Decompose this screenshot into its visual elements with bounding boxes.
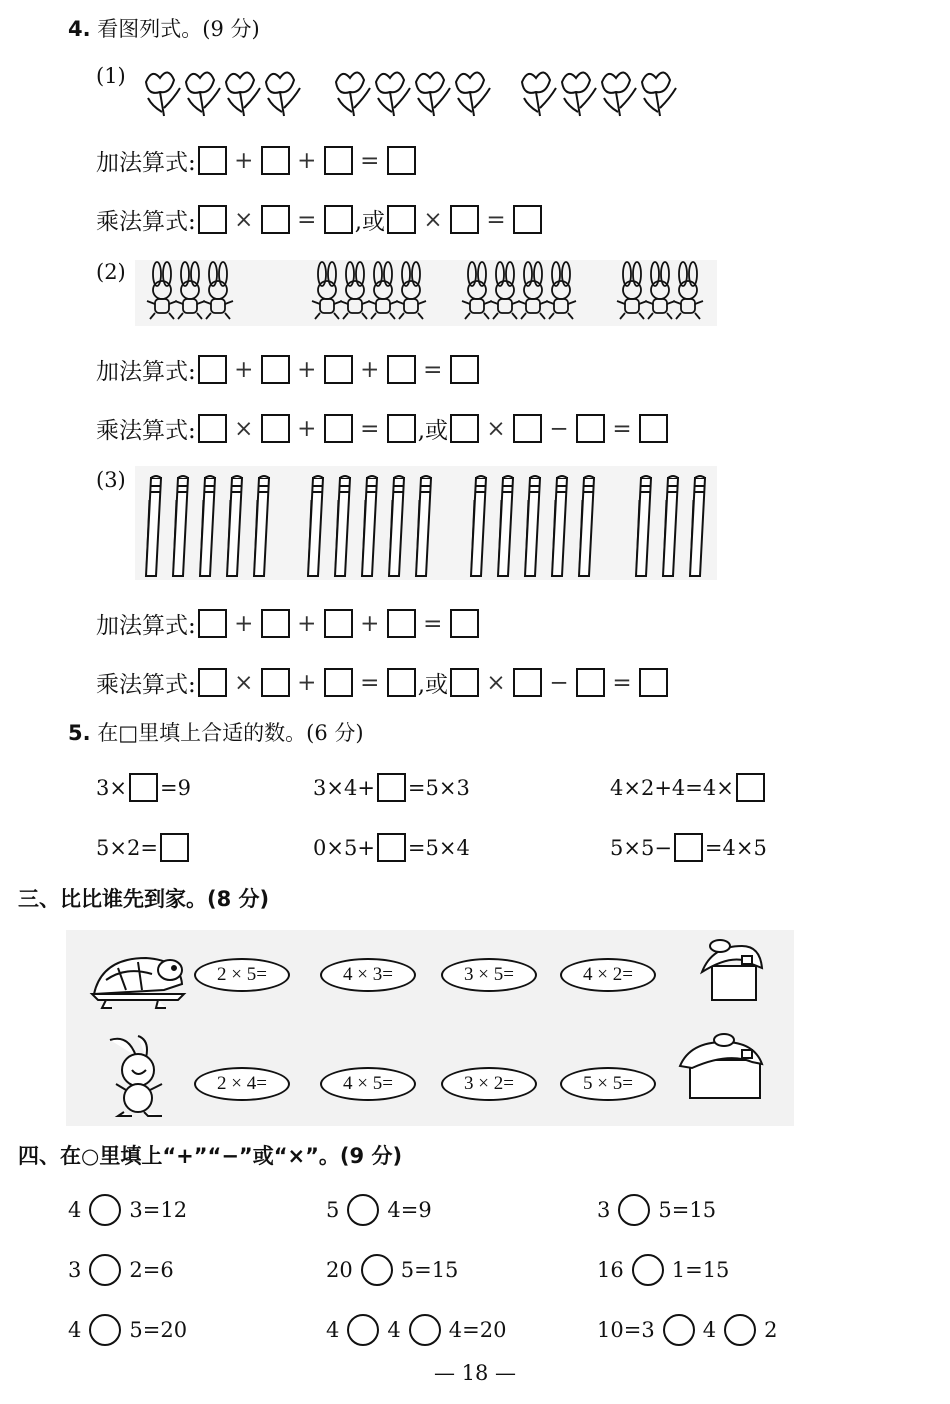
answer-box[interactable] xyxy=(261,146,290,175)
s4-right: 5=20 xyxy=(129,1318,188,1342)
minus-sign: − xyxy=(549,415,569,442)
q5-number: 5. xyxy=(68,721,91,745)
answer-box[interactable] xyxy=(387,668,416,697)
s4-item xyxy=(597,1254,729,1286)
part3-label: (3) xyxy=(96,468,126,492)
plus-sign: + xyxy=(360,356,380,383)
s4-item xyxy=(68,1194,187,1226)
rabbit-icon xyxy=(98,1032,178,1118)
plus-sign: + xyxy=(297,356,317,383)
or-text: ,或 xyxy=(417,418,449,444)
operator-circle[interactable] xyxy=(663,1314,695,1346)
equals-sign: = xyxy=(360,147,380,174)
s4-item xyxy=(326,1314,506,1346)
s4-item xyxy=(326,1194,432,1226)
answer-box[interactable] xyxy=(450,668,479,697)
times-sign: × xyxy=(486,415,506,442)
add-label: 加法算式: xyxy=(96,359,196,385)
operator-circle[interactable] xyxy=(618,1194,650,1226)
part2-mul-row xyxy=(96,412,670,445)
turtle-step-oval[interactable]: 2 × 5= xyxy=(194,958,290,992)
answer-box[interactable] xyxy=(324,355,353,384)
equals-sign: = xyxy=(297,206,317,233)
q5-expr-right: =5×4 xyxy=(407,835,470,860)
s4-item xyxy=(597,1314,777,1346)
times-sign: × xyxy=(234,669,254,696)
q4-title xyxy=(68,19,260,40)
rabbits-picture xyxy=(135,260,717,326)
times-sign: × xyxy=(486,669,506,696)
q5-item xyxy=(610,833,767,862)
minus-sign: − xyxy=(549,669,569,696)
answer-box[interactable] xyxy=(736,773,765,802)
plus-sign: + xyxy=(234,356,254,383)
part1-label: (1) xyxy=(96,64,126,88)
answer-box[interactable] xyxy=(129,773,158,802)
answer-box[interactable] xyxy=(387,414,416,443)
answer-box[interactable] xyxy=(513,205,542,234)
s4-middle: 4 xyxy=(387,1318,401,1342)
mul-label: 乘法算式: xyxy=(96,672,196,698)
q5-item xyxy=(610,773,767,802)
q5-expr-right: =4×5 xyxy=(704,835,767,860)
s4-right: 3=12 xyxy=(129,1198,188,1222)
operator-circle[interactable] xyxy=(347,1314,379,1346)
s4-right: 5=15 xyxy=(658,1198,717,1222)
plus-sign: + xyxy=(360,610,380,637)
q4-title-text: 看图列式。(9 分) xyxy=(97,17,260,41)
plus-sign: + xyxy=(297,147,317,174)
rabbit-step-oval[interactable]: 4 × 5= xyxy=(320,1067,416,1101)
operator-circle[interactable] xyxy=(409,1314,441,1346)
answer-box[interactable] xyxy=(160,833,189,862)
plus-sign: + xyxy=(297,610,317,637)
answer-box[interactable] xyxy=(198,668,227,697)
add-label: 加法算式: xyxy=(96,613,196,639)
answer-box[interactable] xyxy=(639,668,668,697)
answer-box[interactable] xyxy=(261,668,290,697)
answer-box[interactable] xyxy=(639,414,668,443)
s4-right: 2=6 xyxy=(129,1258,174,1282)
answer-box[interactable] xyxy=(261,414,290,443)
q5-expr-left: 4×2+4=4× xyxy=(610,775,734,800)
q5-item xyxy=(313,773,470,802)
answer-box[interactable] xyxy=(324,414,353,443)
s4-left: 5 xyxy=(326,1198,340,1222)
answer-box[interactable] xyxy=(324,609,353,638)
add-label: 加法算式: xyxy=(96,150,196,176)
s4-left: 4 xyxy=(68,1198,82,1222)
operator-circle[interactable] xyxy=(89,1254,121,1286)
s4-left: 3 xyxy=(68,1258,82,1282)
q5-title-text: 在□里填上合适的数。(6 分) xyxy=(97,721,364,745)
operator-circle[interactable] xyxy=(89,1194,121,1226)
answer-box[interactable] xyxy=(450,205,479,234)
or-text: ,或 xyxy=(354,209,386,235)
equals-sign: = xyxy=(486,206,506,233)
part1-add-row xyxy=(96,144,418,177)
operator-circle[interactable] xyxy=(632,1254,664,1286)
answer-box[interactable] xyxy=(576,668,605,697)
answer-box[interactable] xyxy=(324,205,353,234)
turtle-icon xyxy=(88,950,188,1010)
q5-expr-left: 5×5− xyxy=(610,835,672,860)
answer-box[interactable] xyxy=(377,773,406,802)
part2-label: (2) xyxy=(96,260,126,284)
answer-box[interactable] xyxy=(513,414,542,443)
pencils-picture xyxy=(135,466,717,580)
answer-box[interactable] xyxy=(387,205,416,234)
s4-item xyxy=(68,1254,174,1286)
rabbit-step-oval[interactable]: 3 × 2= xyxy=(441,1067,537,1101)
s4-left: 4 xyxy=(326,1318,340,1342)
plus-sign: + xyxy=(234,610,254,637)
q5-expr-left: 3×4+ xyxy=(313,775,375,800)
answer-box[interactable] xyxy=(387,355,416,384)
s4-left: 16 xyxy=(597,1258,624,1282)
answer-box[interactable] xyxy=(198,205,227,234)
plus-sign: + xyxy=(297,669,317,696)
plus-sign: + xyxy=(297,415,317,442)
times-sign: × xyxy=(423,206,443,233)
turtle-step-oval[interactable]: 4 × 3= xyxy=(320,958,416,992)
house-icon xyxy=(698,934,764,1004)
q5-item xyxy=(313,833,470,862)
s4-left: 10=3 xyxy=(597,1318,655,1342)
s4-right: 1=15 xyxy=(671,1258,730,1282)
answer-box[interactable] xyxy=(576,414,605,443)
section3-title: 三、比比谁先到家。(8 分) xyxy=(18,887,270,911)
equals-sign: = xyxy=(360,669,380,696)
answer-box[interactable] xyxy=(261,609,290,638)
answer-box[interactable] xyxy=(324,146,353,175)
answer-box[interactable] xyxy=(261,205,290,234)
turtle-step-oval[interactable]: 4 × 2= xyxy=(560,958,656,992)
s4-middle: 4 xyxy=(702,1318,717,1342)
operator-circle[interactable] xyxy=(361,1254,393,1286)
s4-item xyxy=(597,1194,716,1226)
equals-sign: = xyxy=(612,669,632,696)
operator-circle[interactable] xyxy=(724,1314,756,1346)
answer-box[interactable] xyxy=(377,833,406,862)
s4-item xyxy=(326,1254,458,1286)
q5-expr-left: 0×5+ xyxy=(313,835,375,860)
equals-sign: = xyxy=(612,415,632,442)
answer-box[interactable] xyxy=(198,609,227,638)
answer-box[interactable] xyxy=(450,414,479,443)
or-text: ,或 xyxy=(417,672,449,698)
q5-item xyxy=(96,833,191,862)
plus-sign: + xyxy=(234,147,254,174)
flowers-picture xyxy=(136,62,681,122)
turtle-step-oval[interactable]: 3 × 5= xyxy=(441,958,537,992)
page-number: — 18 — xyxy=(433,1361,517,1385)
q5-expr-right: =9 xyxy=(159,775,191,800)
s4-right: 4=9 xyxy=(387,1198,432,1222)
answer-box[interactable] xyxy=(261,355,290,384)
answer-box[interactable] xyxy=(674,833,703,862)
s4-left: 20 xyxy=(326,1258,353,1282)
equals-sign: = xyxy=(423,356,443,383)
s4-right: 5=15 xyxy=(400,1258,459,1282)
answer-box[interactable] xyxy=(450,609,479,638)
answer-box[interactable] xyxy=(198,414,227,443)
answer-box[interactable] xyxy=(387,146,416,175)
operator-circle[interactable] xyxy=(347,1194,379,1226)
times-sign: × xyxy=(234,206,254,233)
q5-expr-left: 5×2= xyxy=(96,835,158,860)
part3-mul-row xyxy=(96,666,670,699)
s4-right: 4=20 xyxy=(448,1318,507,1342)
q4-number: 4. xyxy=(68,17,91,41)
part3-add-row xyxy=(96,607,481,640)
rabbit-step-oval[interactable]: 2 × 4= xyxy=(194,1067,290,1101)
answer-box[interactable] xyxy=(198,355,227,384)
operator-circle[interactable] xyxy=(89,1314,121,1346)
s4-item xyxy=(68,1314,187,1346)
part1-mul-row xyxy=(96,203,544,236)
answer-box[interactable] xyxy=(387,609,416,638)
q5-item xyxy=(96,773,191,802)
q5-expr-left: 3× xyxy=(96,775,127,800)
answer-box[interactable] xyxy=(198,146,227,175)
q5-title xyxy=(68,723,364,744)
answer-box[interactable] xyxy=(513,668,542,697)
equals-sign: = xyxy=(360,415,380,442)
q5-expr-right: =5×3 xyxy=(407,775,470,800)
mul-label: 乘法算式: xyxy=(96,209,196,235)
s4-right: 2 xyxy=(764,1318,778,1342)
equals-sign: = xyxy=(423,610,443,637)
section4-title: 四、在○里填上“+”“−”或“×”。(9 分) xyxy=(18,1144,403,1168)
rabbit-step-oval[interactable]: 5 × 5= xyxy=(560,1067,656,1101)
s4-left: 4 xyxy=(68,1318,82,1342)
answer-box[interactable] xyxy=(450,355,479,384)
mul-label: 乘法算式: xyxy=(96,418,196,444)
answer-box[interactable] xyxy=(324,668,353,697)
house-icon xyxy=(676,1030,766,1102)
times-sign: × xyxy=(234,415,254,442)
s4-left: 3 xyxy=(597,1198,611,1222)
part2-add-row xyxy=(96,353,481,386)
